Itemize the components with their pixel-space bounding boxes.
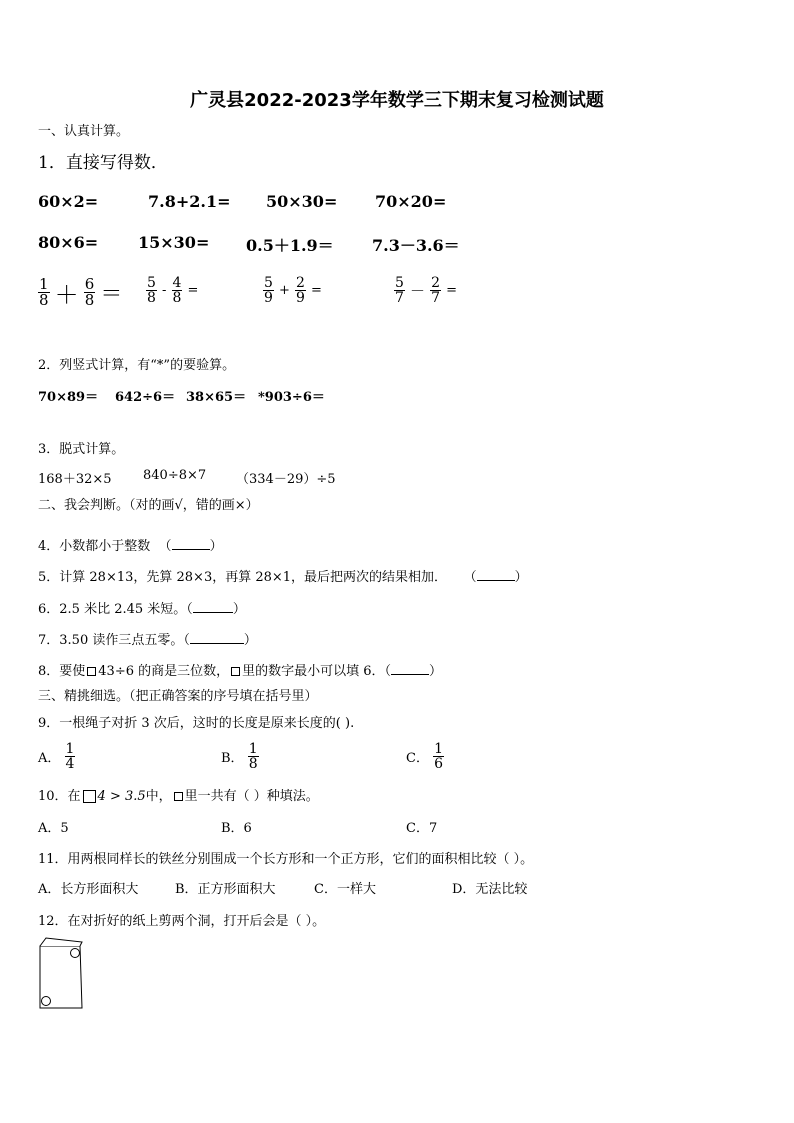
q9-option-c: C． $\frac{1}{6}$ bbox=[406, 741, 444, 772]
fraction: $\frac{4}{8}$ bbox=[172, 275, 182, 306]
folded-paper-figure bbox=[36, 936, 88, 1012]
q9-text: 9．一根绳子对折 3 次后，这时的长度是原来长度的( ). bbox=[38, 716, 355, 731]
section-1-heading: 一、认真计算。 bbox=[38, 124, 130, 139]
q2-item-4: *903÷6＝ bbox=[258, 390, 325, 405]
fraction: $\frac{2}{9}$ bbox=[296, 275, 305, 306]
q9-option-b: B． $\frac{1}{8}$ bbox=[221, 741, 258, 772]
paper-fold-edge bbox=[40, 938, 82, 946]
q11-option-b: B．正方形面积大 bbox=[175, 882, 276, 897]
q9-option-a: A． $\frac{1}{4}$ bbox=[38, 741, 75, 772]
q12-text: 12．在对折好的纸上剪两个洞，打开后会是（ ）。 bbox=[38, 914, 326, 929]
q6: 6．2.5 米比 2.45 米短。（ ） bbox=[38, 602, 246, 617]
blank-box bbox=[83, 790, 96, 803]
fraction: $\frac{1}{6}$ bbox=[434, 741, 444, 772]
q3-item-2: 840÷8×7 bbox=[143, 468, 207, 483]
q2-label: 2．列竖式计算，有“*”的要验算。 bbox=[38, 358, 236, 373]
hole-top bbox=[71, 949, 80, 958]
section-3-heading: 三、精挑细选。（把正确答案的序号填在括号里） bbox=[38, 689, 318, 704]
fraction: $\frac{1}{8}$ bbox=[39, 275, 49, 309]
q1-r2-item-2: 15×30= bbox=[138, 233, 210, 252]
fraction: $\frac{1}{4}$ bbox=[65, 741, 75, 772]
q11-option-d: D．无法比较 bbox=[452, 882, 528, 897]
blank-box bbox=[87, 667, 96, 676]
q5: 5．计算 28×13，先算 28×3，再算 28×1，最后把两次的结果相加． （ ） bbox=[38, 570, 528, 585]
fraction: $\frac{2}{7}$ bbox=[431, 275, 441, 306]
q2-item-2: 642÷6＝ bbox=[115, 390, 176, 405]
page-title: 广灵县2022-2023学年数学三下期末复习检测试题 bbox=[190, 90, 604, 111]
fraction: $\frac{5}{7}$ bbox=[395, 275, 404, 306]
q1-r3-expr-2: $\frac{5}{8}$ - $\frac{4}{8}$ = bbox=[147, 275, 199, 306]
q1-r1-item-3: 50×30= bbox=[266, 192, 338, 211]
q1-r2-item-4: 7.3－3.6＝ bbox=[372, 236, 460, 255]
fraction: $\frac{6}{8}$ bbox=[84, 275, 95, 309]
q2-item-1: 70×89＝ bbox=[38, 390, 99, 405]
q8: 8．要使 43÷6 的商是三位数， 里的数字最小可以填 6．（ ） bbox=[38, 664, 443, 679]
q10-text: 10．在 4 > 3.5中， 里一共有（ ）种填法。 bbox=[38, 789, 319, 804]
q3-label: 3．脱式计算。 bbox=[38, 442, 125, 457]
q2-item-3: 38×65＝ bbox=[186, 390, 247, 405]
q11-option-c: C．一样大 bbox=[314, 882, 376, 897]
fraction: $\frac{5}{8}$ bbox=[147, 275, 156, 306]
q10-option-a: A．5 bbox=[38, 821, 69, 836]
q1-r2-item-3: 0.5＋1.9＝ bbox=[246, 236, 334, 255]
q1-r3-expr-1: $\frac{1}{8}$ ＋ $\frac{6}{8}$ ＝ bbox=[39, 275, 123, 309]
fraction: $\frac{5}{9}$ bbox=[264, 275, 273, 306]
q10-option-b: B．6 bbox=[221, 821, 252, 836]
q11-option-a: A．长方形面积大 bbox=[38, 882, 139, 897]
q1-r2-item-1: 80×6= bbox=[38, 233, 99, 252]
q1-r1-item-4: 70×20= bbox=[375, 192, 447, 211]
q1-r3-expr-4: $\frac{5}{7}$ － $\frac{2}{7}$ = bbox=[395, 275, 458, 306]
fraction: $\frac{1}{8}$ bbox=[248, 741, 258, 772]
blank-box bbox=[174, 792, 183, 801]
q3-item-3: （334－29）÷5 bbox=[236, 472, 336, 487]
q11-text: 11．用两根同样长的铁丝分别围成一个长方形和一个正方形，它们的面积相比较（ ）。 bbox=[38, 852, 534, 867]
q4: 4．小数都小于整数 （ ） bbox=[38, 539, 223, 554]
q1-r3-expr-3: $\frac{5}{9}$ + $\frac{2}{9}$ = bbox=[264, 275, 322, 306]
hole-bottom bbox=[42, 997, 51, 1006]
blank-box bbox=[231, 667, 240, 676]
q3-item-1: 168＋32×5 bbox=[38, 472, 112, 487]
section-2-heading: 二、我会判断。（对的画√，错的画×） bbox=[38, 498, 259, 513]
q10-option-c: C．7 bbox=[406, 821, 438, 836]
q1-r1-item-2: 7.8+2.1= bbox=[148, 192, 231, 211]
q1-label: 1．直接写得数． bbox=[38, 153, 168, 173]
q1-r1-item-1: 60×2= bbox=[38, 192, 99, 211]
q7: 7．3.50 读作三点五零。（ ） bbox=[38, 633, 257, 648]
